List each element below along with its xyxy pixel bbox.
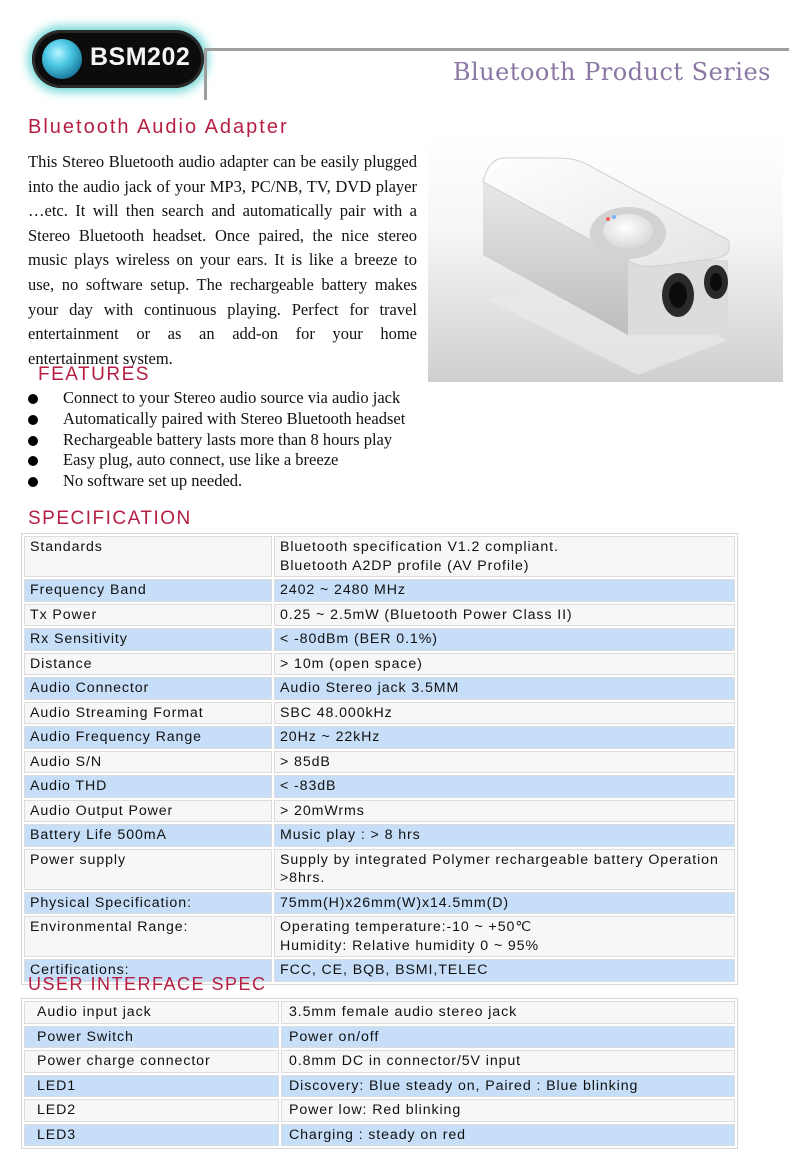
specification-heading: SPECIFICATION	[28, 508, 192, 529]
model-name: BSM202	[90, 43, 191, 71]
spec-label: Frequency Band	[24, 579, 272, 602]
spec-label: LED1	[24, 1075, 279, 1098]
spec-value: < -80dBm (BER 0.1%)	[274, 628, 735, 651]
spec-value: 2402 ~ 2480 MHz	[274, 579, 735, 602]
spec-value: Operating temperature:-10 ~ +50℃ Humidity: Relative humidity 0 ~ 95%	[274, 916, 735, 957]
spec-value: Charging : steady on red	[281, 1124, 735, 1147]
feature-item: Automatically paired with Stereo Bluetooth headset	[26, 409, 405, 430]
table-row	[24, 1099, 735, 1122]
spec-label: Audio Connector	[24, 677, 272, 700]
spec-value: Discovery: Blue steady on, Paired : Blue blinking	[281, 1075, 735, 1098]
spec-value: > 85dB	[274, 751, 735, 774]
spec-label: Audio Output Power	[24, 800, 272, 823]
spec-value: > 20mWrms	[274, 800, 735, 823]
bullet-icon	[28, 436, 38, 446]
spec-label: Certifications:	[24, 959, 272, 982]
spec-value: < -83dB	[274, 775, 735, 798]
table-row	[24, 536, 735, 577]
table-row	[24, 1075, 735, 1098]
spec-label: Physical Specification:	[24, 892, 272, 915]
ui-spec-heading: USER INTERFACE SPEC	[28, 974, 267, 994]
table-row	[24, 702, 735, 725]
spec-label: LED3	[24, 1124, 279, 1147]
product-photo	[428, 130, 783, 382]
feature-item: Connect to your Stereo audio source via audio jack	[26, 388, 405, 409]
table-row	[24, 1001, 735, 1024]
spec-label: Audio input jack	[24, 1001, 279, 1024]
bullet-icon	[28, 456, 38, 466]
spec-label: Audio Streaming Format	[24, 702, 272, 725]
spec-value: 3.5mm female audio stereo jack	[281, 1001, 735, 1024]
spec-value: SBC 48.000kHz	[274, 702, 735, 725]
device-button	[603, 214, 653, 248]
series-title: Bluetooth Product Series	[452, 58, 771, 86]
bullet-icon	[28, 477, 38, 487]
spec-value: > 10m (open space)	[274, 653, 735, 676]
table-row	[24, 849, 735, 890]
spec-label: Power charge connector	[24, 1050, 279, 1073]
spec-label: Power Switch	[24, 1026, 279, 1049]
table-row	[24, 775, 735, 798]
feature-item: Rechargeable battery lasts more than 8 hours play	[26, 430, 405, 451]
table-row	[24, 579, 735, 602]
orb-logo-icon	[42, 39, 82, 79]
specification-table	[21, 533, 738, 985]
spec-value: 0.8mm DC in connector/5V input	[281, 1050, 735, 1073]
spec-value: Supply by integrated Polymer rechargeable battery Operation >8hrs.	[274, 849, 735, 890]
feature-item: Easy plug, auto connect, use like a breeze	[26, 450, 405, 471]
spec-value: 20Hz ~ 22kHz	[274, 726, 735, 749]
spec-value: 75mm(H)x26mm(W)x14.5mm(D)	[274, 892, 735, 915]
spec-value: Power on/off	[281, 1026, 735, 1049]
spec-label: Battery Life 500mA	[24, 824, 272, 847]
table-row	[24, 1050, 735, 1073]
features-heading: FEATURES	[38, 364, 150, 385]
ui-spec-table	[21, 998, 738, 1149]
spec-value: Power low: Red blinking	[281, 1099, 735, 1122]
table-row	[24, 824, 735, 847]
spec-value: 0.25 ~ 2.5mW (Bluetooth Power Class II)	[274, 604, 735, 627]
table-row	[24, 726, 735, 749]
table-row	[24, 916, 735, 957]
table-row	[24, 1124, 735, 1147]
spec-value: Bluetooth specification V1.2 compliant. Bluetooth A2DP profile (AV Profile)	[274, 536, 735, 577]
table-row	[24, 628, 735, 651]
spec-label: Rx Sensitivity	[24, 628, 272, 651]
spec-label: Audio THD	[24, 775, 272, 798]
spec-label: Standards	[24, 536, 272, 577]
bullet-icon	[28, 415, 38, 425]
model-badge	[32, 30, 204, 88]
spec-label: LED2	[24, 1099, 279, 1122]
header-rule	[204, 48, 789, 51]
spec-label: Environmental Range:	[24, 916, 272, 957]
spec-value: FCC, CE, BQB, BSMI,TELEC	[274, 959, 735, 982]
product-description: This Stereo Bluetooth audio adapter can be easily plugged into the audio jack of your MP3, PC/NB, TV, DVD player …etc. It will then search and automatically pair with a Stereo Bluetooth headset. Once paired, the nice stereo music plays wireless on your ears. It is like a breeze to use, no software setup. The rechargeable battery makes your day with continuous playing. Perfect for travel entertainment or as an add-on for your home entertainment system.	[28, 152, 417, 368]
table-row	[24, 892, 735, 915]
spec-label: Audio Frequency Range	[24, 726, 272, 749]
features-list	[26, 388, 405, 492]
bullet-icon	[28, 394, 38, 404]
spec-label: Power supply	[24, 849, 272, 890]
product-title: Bluetooth Audio Adapter	[28, 116, 289, 138]
spec-value: Audio Stereo jack 3.5MM	[274, 677, 735, 700]
table-row	[24, 677, 735, 700]
spec-label: Tx Power	[24, 604, 272, 627]
feature-item: No software set up needed.	[26, 471, 405, 492]
table-row	[24, 800, 735, 823]
table-row	[24, 751, 735, 774]
header-rule-vertical	[204, 48, 207, 100]
table-row	[24, 653, 735, 676]
spec-label: Distance	[24, 653, 272, 676]
table-row	[24, 604, 735, 627]
spec-label: Audio S/N	[24, 751, 272, 774]
spec-value: Music play : > 8 hrs	[274, 824, 735, 847]
table-row	[24, 1026, 735, 1049]
